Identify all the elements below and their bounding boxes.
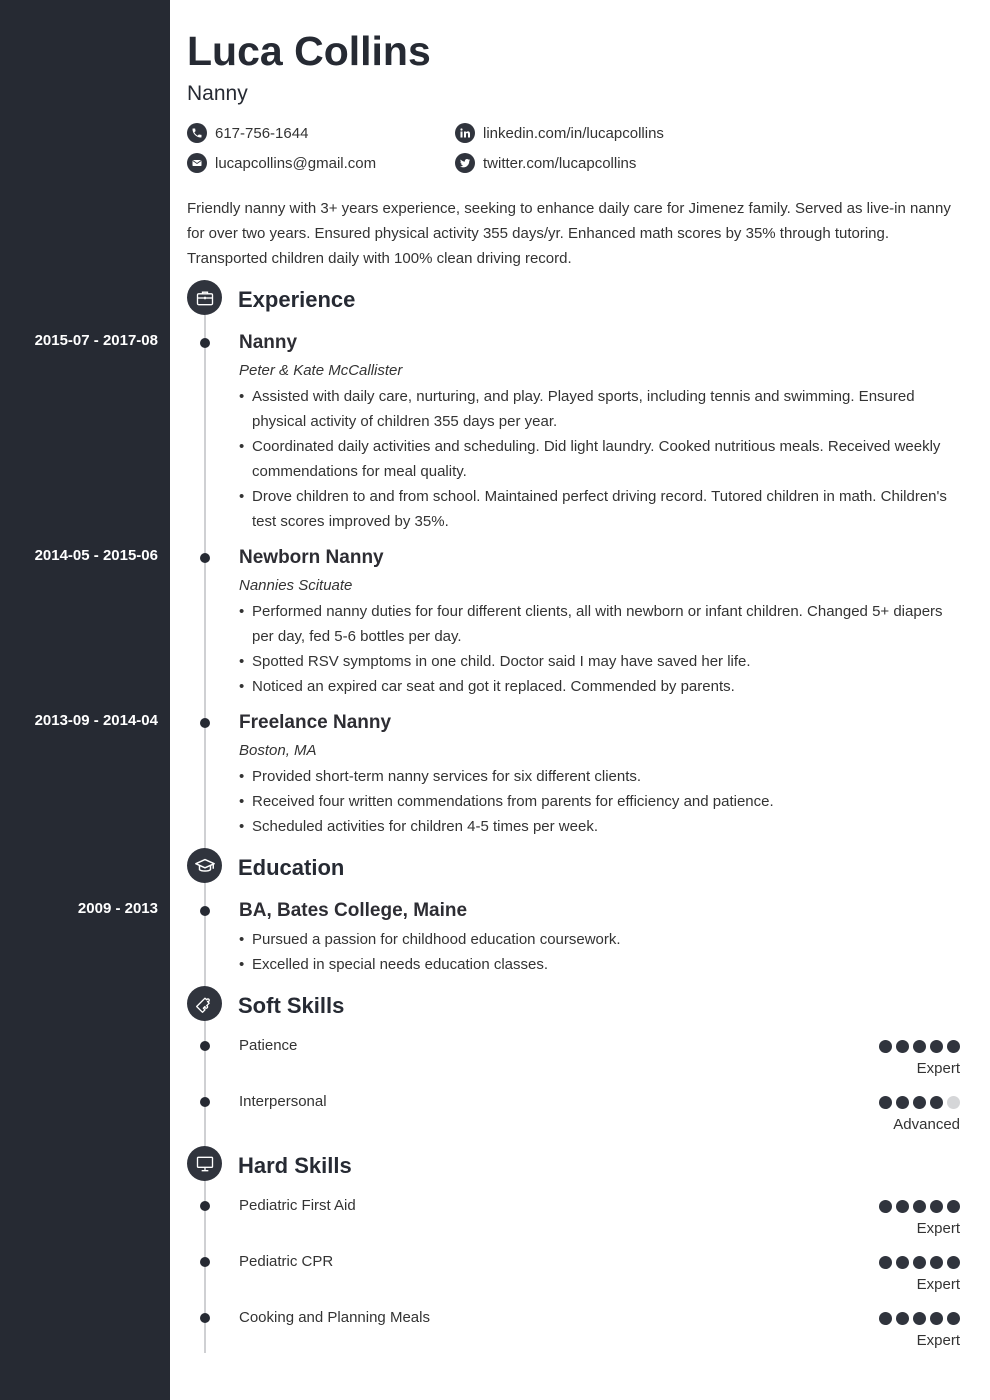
puzzle-icon [187, 986, 222, 1021]
education-timeline-line [204, 882, 206, 990]
experience-heading: Experience [238, 287, 356, 312]
briefcase-icon [187, 280, 222, 315]
rating-dot-empty [947, 1096, 960, 1109]
hard-skill-1-level: Expert [916, 1220, 960, 1237]
rating-dot-filled [913, 1200, 926, 1213]
contact-phone[interactable] [187, 122, 308, 144]
soft-skills-timeline-line [204, 1020, 206, 1150]
education-1-dates: 2009 - 2013 [77, 900, 158, 917]
rating-dot-filled [930, 1200, 943, 1213]
list-item: • Provided short-term nanny services for six different clients. [239, 764, 959, 789]
rating-dot-filled [879, 1200, 892, 1213]
list-item: • Scheduled activities for children 4-5 times per week. [239, 814, 959, 839]
contact-email[interactable] [187, 152, 376, 174]
timeline-dot [200, 1313, 210, 1323]
twitter-icon [455, 153, 475, 173]
job-1-bullets [239, 384, 959, 534]
education-1-title: BA, Bates College, Maine [239, 900, 468, 921]
rating-dot-filled [913, 1040, 926, 1053]
job-1-employer: Peter & Kate McCallister [239, 362, 403, 379]
rating-dot-filled [896, 1256, 909, 1269]
soft-skill-2-rating [879, 1096, 960, 1109]
hard-skill-3-name: Cooking and Planning Meals [239, 1309, 430, 1326]
candidate-name: Luca Collins [187, 28, 431, 74]
job-1-title: Nanny [239, 332, 298, 353]
job-2-bullets [239, 599, 959, 699]
rating-dot-filled [930, 1312, 943, 1325]
phone-icon [187, 123, 207, 143]
job-3-title: Freelance Nanny [239, 712, 392, 733]
timeline-dot [200, 1201, 210, 1211]
monitor-icon [187, 1146, 222, 1181]
hard-skill-1-rating [879, 1200, 960, 1213]
soft-skill-2-level: Advanced [893, 1116, 960, 1133]
soft-skill-1-name: Patience [239, 1037, 298, 1054]
rating-dot-filled [879, 1096, 892, 1109]
job-1-dates: 2015-07 - 2017-08 [34, 332, 158, 349]
job-2-employer: Nannies Scituate [239, 577, 353, 594]
list-item: • Spotted RSV symptoms in one child. Doctor said I may have saved her life. [239, 649, 959, 674]
envelope-icon [187, 153, 207, 173]
linkedin-icon [455, 123, 475, 143]
contact-linkedin[interactable] [455, 122, 664, 144]
rating-dot-filled [879, 1040, 892, 1053]
rating-dot-filled [879, 1312, 892, 1325]
timeline-dot [200, 1257, 210, 1267]
timeline-dot [200, 1097, 210, 1107]
job-title: Nanny [187, 82, 248, 105]
graduation-cap-icon [187, 848, 222, 883]
timeline-dot [200, 1041, 210, 1051]
hard-skill-3-rating [879, 1312, 960, 1325]
phone-text: 617-756-1644 [215, 124, 309, 142]
list-item: • Performed nanny duties for four different clients, all with newborn or infant children. Changed 5+ diapers per day, fed 5-6 bottles per day. [239, 599, 959, 649]
timeline-dot [200, 718, 210, 728]
soft-skill-1-level: Expert [916, 1060, 960, 1077]
rating-dot-filled [913, 1256, 926, 1269]
rating-dot-filled [913, 1312, 926, 1325]
hard-skills-heading: Hard Skills [238, 1153, 352, 1178]
hard-skill-1-name: Pediatric First Aid [239, 1197, 356, 1214]
rating-dot-filled [896, 1040, 909, 1053]
rating-dot-filled [930, 1040, 943, 1053]
soft-skills-heading: Soft Skills [238, 993, 345, 1018]
sidebar [0, 0, 170, 1400]
list-item: • Received four written commendations from parents for efficiency and patience. [239, 789, 959, 814]
list-item: • Noticed an expired car seat and got it replaced. Commended by parents. [239, 674, 959, 699]
education-1-bullets [239, 927, 959, 977]
list-item: • Excelled in special needs education classes. [239, 952, 959, 977]
timeline-dot [200, 906, 210, 916]
hard-skill-2-level: Expert [916, 1276, 960, 1293]
summary: Friendly nanny with 3+ years experience, seeking to enhance daily care for Jimenez family. Served as live-in nanny for over two years. Ensured physical activity 355 days/yr. Enhanced math scores by 35% through tutoring. Transported children daily with 100% clean driving record. [187, 200, 951, 267]
hard-skill-3-level: Expert [916, 1332, 960, 1349]
list-item: • Assisted with daily care, nurturing, and play. Played sports, including tennis and swimming. Ensured physical activity of children 355 days per year. [239, 384, 959, 434]
timeline-dot [200, 553, 210, 563]
soft-skill-1-rating [879, 1040, 960, 1053]
list-item: • Drove children to and from school. Maintained perfect driving record. Tutored children in math. Children's test scores improved by 35%. [239, 484, 959, 534]
hard-skill-2-rating [879, 1256, 960, 1269]
job-3-bullets [239, 764, 959, 839]
job-3-employer: Boston, MA [239, 742, 317, 759]
rating-dot-filled [947, 1200, 960, 1213]
hard-skill-2-name: Pediatric CPR [239, 1253, 334, 1270]
rating-dot-filled [896, 1200, 909, 1213]
linkedin-text: linkedin.com/in/lucapcollins [483, 124, 664, 142]
rating-dot-filled [896, 1096, 909, 1109]
job-2-title: Newborn Nanny [239, 547, 384, 568]
experience-timeline-line [204, 315, 206, 852]
list-item: • Coordinated daily activities and scheduling. Did light laundry. Cooked nutritious meals. Received weekly commendations for meal quality. [239, 434, 959, 484]
rating-dot-filled [947, 1256, 960, 1269]
rating-dot-filled [913, 1096, 926, 1109]
email-text: lucapcollins@gmail.com [215, 154, 377, 172]
rating-dot-filled [947, 1312, 960, 1325]
job-3-dates: 2013-09 - 2014-04 [34, 712, 158, 729]
timeline-dot [200, 338, 210, 348]
rating-dot-filled [930, 1096, 943, 1109]
rating-dot-filled [947, 1040, 960, 1053]
list-item: • Pursued a passion for childhood education coursework. [239, 927, 959, 952]
contact-twitter[interactable] [455, 152, 636, 174]
job-2-dates: 2014-05 - 2015-06 [34, 547, 158, 564]
soft-skill-2-name: Interpersonal [239, 1093, 327, 1110]
rating-dot-filled [896, 1312, 909, 1325]
rating-dot-filled [879, 1256, 892, 1269]
education-heading: Education [238, 855, 345, 880]
twitter-text: twitter.com/lucapcollins [483, 154, 637, 172]
rating-dot-filled [930, 1256, 943, 1269]
